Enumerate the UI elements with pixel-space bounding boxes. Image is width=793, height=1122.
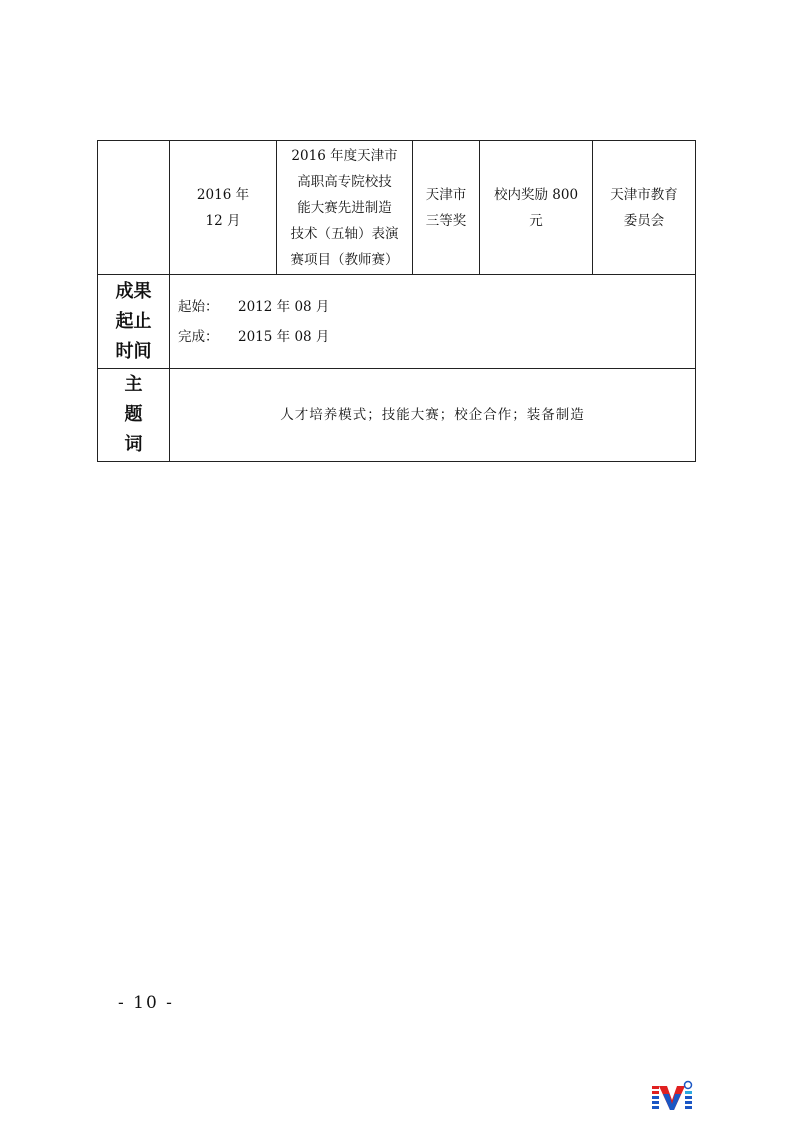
period-value-cell xyxy=(170,275,696,369)
award-row-blank-cell xyxy=(98,141,170,275)
period-label-cell xyxy=(98,275,170,369)
period-start-value: 2012 年 08 月 xyxy=(238,298,330,315)
keywords-value-cell xyxy=(170,369,696,462)
award-level-cell xyxy=(413,141,480,275)
achievement-table xyxy=(97,140,696,462)
period-start xyxy=(178,292,695,322)
period-row xyxy=(98,275,696,369)
award-reward: 校内奖励 800 元 xyxy=(493,186,579,229)
logo-right-leg xyxy=(685,1091,692,1109)
award-date-cell xyxy=(170,141,277,275)
keywords-label: 主 题 词 xyxy=(124,374,143,455)
period-end-value: 2015 年 08 月 xyxy=(238,328,330,345)
award-issuer-cell xyxy=(593,141,696,275)
logo-left-leg xyxy=(652,1086,659,1109)
award-issuer: 天津市教育 委员会 xyxy=(610,186,678,229)
award-date: 2016 年 12 月 xyxy=(196,186,250,229)
award-reward-cell xyxy=(480,141,593,275)
award-competition-cell xyxy=(277,141,413,275)
period-end xyxy=(178,322,695,352)
award-competition: 2016 年度天津市 高职高专院校技 能大赛先进制造 技术（五轴）表演 赛项目（教师赛） xyxy=(290,147,399,268)
keywords-label-cell xyxy=(98,369,170,462)
period-start-label: 起始： xyxy=(178,298,219,315)
m-logo-icon xyxy=(650,1080,694,1114)
keywords-row xyxy=(98,369,696,462)
award-row xyxy=(98,141,696,275)
logo-e-mark xyxy=(685,1082,692,1089)
page-number: - 10 - xyxy=(118,993,174,1013)
period-label: 成果 起止 时间 xyxy=(115,280,152,362)
award-level: 天津市 三等奖 xyxy=(425,186,467,229)
period-end-label: 完成： xyxy=(178,328,219,345)
keywords-value: 人才培养模式；技能大赛；校企合作；装备制造 xyxy=(280,407,585,423)
